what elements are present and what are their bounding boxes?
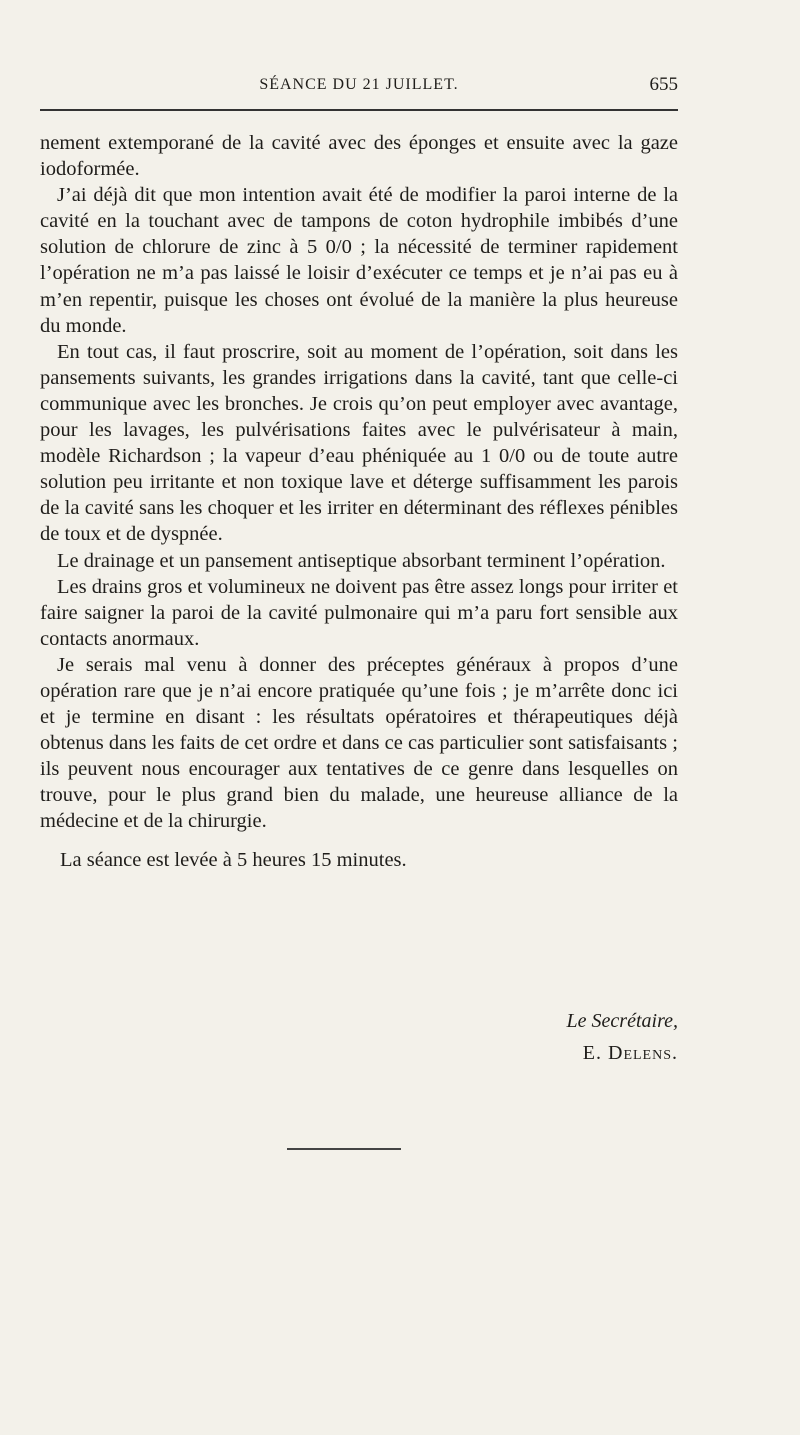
paragraph: nement extemporané de la cavité avec des éponges et ensuite avec la gaze iodoformée.: [40, 132, 678, 181]
paragraph: Je serais mal venu à donner des préceptes généraux à propos d’une opération rare que je n’ai encore pratiquée qu’une fois ; je m’arrête donc ici et je termine en disant : les résultats opératoires et thérapeutiques déjà obtenus dans les faits de cet ordre et dans ce cas particulier sont satisfaisants ; ils peuvent nous encourager aux tentatives de ce genre dans lesquelles on trouve, pour le plus grand bien du malade, une heureuse alliance de la médecine et de la chirurgie.: [40, 653, 678, 833]
paragraph: J’ai déjà dit que mon intention avait été de modifier la paroi interne de la cavité en la touchant avec de tampons de coton hydrophile imbibés d’une solution de chlorure de zinc à 5 0/0 ; la nécessité de terminer rapidement l’opération ne m’a pas laissé le loisir d’exécuter ce temps et je n’ai pas eu à m’en repentir, puisque les choses ont évolué de la manière la plus heureuse du monde.: [40, 184, 678, 337]
paragraph: En tout cas, il faut proscrire, soit au moment de l’opération, soit dans les pansements suivants, les grandes irrigations dans la cavité, tant que celle-ci communique avec les bronches. Je crois qu’on peut employer avec avantage, pour les lavages, les pulvérisations faites avec le pulvérisateur à main, modèle Richardson ; la vapeur d’eau phéniquée au 1 0/0 ou de toute autre solution peu irritante et non toxique lave et déterge suffisamment les parois de la cavité sans les choquer et les irriter en déterminant des réflexes pénibles de toux et de dyspnée.: [40, 340, 678, 546]
running-title: SÉANCE DU 21 JUILLET.: [259, 76, 459, 93]
page-header: [40, 74, 678, 104]
signature-name: E. Delens.: [582, 1042, 678, 1064]
end-rule: [287, 1148, 401, 1150]
paragraph: Les drains gros et volumineux ne doivent pas être assez longs pour irriter et faire saigner la paroi de la cavité pulmonaire qui m’a paru fort sensible aux contacts anormaux.: [40, 575, 678, 650]
signature-title: Le Secrétaire,: [566, 1010, 678, 1032]
body-text: [40, 130, 678, 873]
page-number: 655: [649, 74, 678, 95]
header-rule: [40, 109, 678, 111]
session-closing: La séance est levée à 5 heures 15 minutes.: [60, 848, 407, 871]
paragraph: Le drainage et un pansement antiseptique absorbant terminent l’opération.: [57, 549, 666, 572]
signature-block: [567, 1005, 678, 1069]
